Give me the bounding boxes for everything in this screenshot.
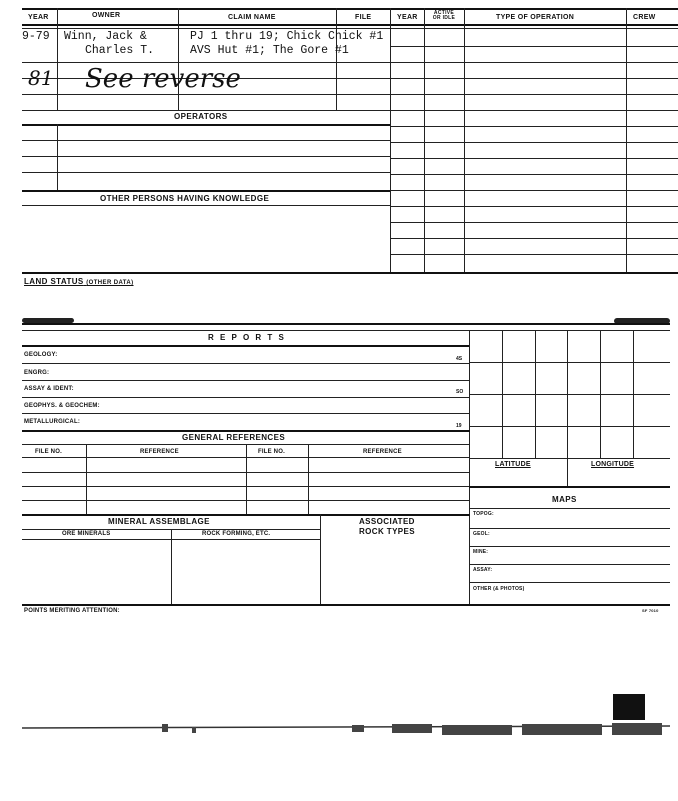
general-references-title: GENERAL REFERENCES <box>182 433 286 442</box>
mineral-assemblage-title: MINERAL ASSEMBLAGE <box>108 517 210 526</box>
scan-black-mark <box>613 694 645 720</box>
land-status-sub: (OTHER DATA) <box>86 280 134 286</box>
row1-owner-line1: Winn, Jack & <box>64 30 147 43</box>
gref-col-reference-1: REFERENCE <box>140 449 179 455</box>
row1-year: 9-79 <box>22 30 50 43</box>
associated-label: ASSOCIATED <box>359 517 415 526</box>
gref-col-reference-2: REFERENCE <box>363 449 402 455</box>
land-status-label: LAND STATUS <box>24 277 84 286</box>
scan-noise-band <box>22 722 670 738</box>
maps-topog: TOPOG: <box>473 511 494 517</box>
form-code: SF 7010 <box>642 608 659 613</box>
maps-geol: GEOL: <box>473 531 490 537</box>
header-claim-name: CLAIM NAME <box>228 14 276 21</box>
gref-col-file-no-1: FILE NO. <box>35 449 62 455</box>
reports-title: R E P O R T S <box>208 333 286 342</box>
header-crew: CREW <box>633 14 656 21</box>
row1-owner-line2: Charles T. <box>85 44 155 57</box>
header-year: YEAR <box>28 14 49 21</box>
row2-note: See reverse <box>85 64 241 94</box>
maps-mine: MINE: <box>473 549 489 555</box>
report-assay-ident: ASSAY & IDENT: <box>24 386 74 392</box>
report-number-2: SO <box>456 389 464 395</box>
rock-forming-label: ROCK FORMING, ETC. <box>202 531 271 537</box>
report-geophys-geochem: GEOPHYS. & GEOCHEM: <box>24 403 100 409</box>
header-year-2: YEAR <box>397 14 418 21</box>
row1-claim-line2: AVS Hut #1; The Gore #1 <box>190 44 349 57</box>
report-metallurgical: METALLURGICAL: <box>24 419 81 425</box>
row1-claim-line1: PJ 1 thru 19; Chick Chick #1 <box>190 30 384 43</box>
report-engrg: ENGRG: <box>24 370 50 376</box>
header-active-or-idle <box>426 11 462 21</box>
row2-year: 81 <box>28 66 54 90</box>
ore-minerals-label: ORE MINERALS <box>62 531 111 537</box>
header-or-idle: OR IDLE <box>432 15 456 21</box>
report-geology: GEOLOGY: <box>24 352 58 358</box>
maps-title: MAPS <box>552 495 577 504</box>
report-number-1: 4S <box>456 356 463 362</box>
header-active: ACTIVE <box>433 10 455 16</box>
header-type-of-operation: TYPE OF OPERATION <box>496 14 575 21</box>
gref-col-file-no-2: FILE NO. <box>258 449 285 455</box>
land-status-title <box>24 277 134 286</box>
latitude-label: LATITUDE <box>495 461 531 468</box>
other-persons-title: OTHER PERSONS HAVING KNOWLEDGE <box>100 194 270 203</box>
points-meriting-attention: POINTS MERITING ATTENTION: <box>24 608 120 614</box>
maps-other: OTHER (& PHOTOS) <box>473 586 525 592</box>
longitude-label: LONGITUDE <box>591 461 635 468</box>
report-number-3: 19 <box>456 423 462 429</box>
header-file: FILE <box>355 14 372 21</box>
header-owner: OWNER <box>92 12 121 19</box>
operators-title: OPERATORS <box>174 112 228 121</box>
rock-types-label: ROCK TYPES <box>359 527 416 536</box>
maps-assay: ASSAY: <box>473 567 493 573</box>
